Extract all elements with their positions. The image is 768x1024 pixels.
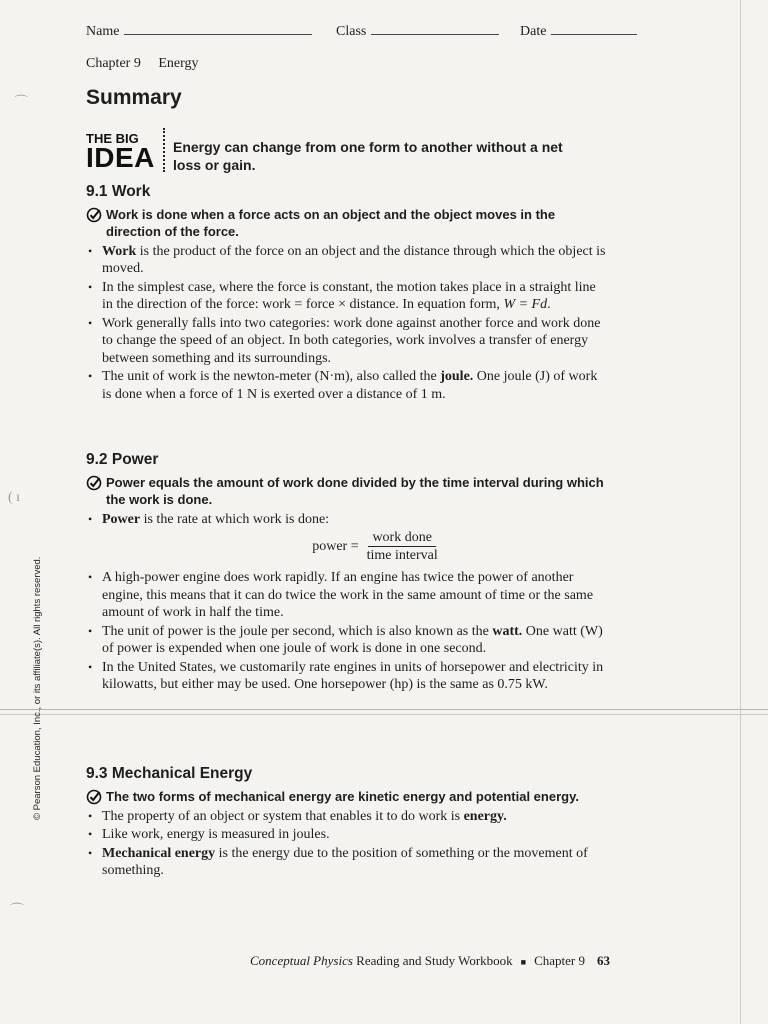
chapter-line [86,56,213,72]
list-item: • In the simplest case, where the force is constant, the motion takes place in a straight line in the direction of the force: work = force × distance. In equation form, W = Fd. [86,279,606,314]
big-idea-divider [163,128,167,172]
page-title: Summary [86,86,182,109]
class-field[interactable] [336,22,499,40]
list-item: • A high-power engine does work rapidly. If an engine has twice the power of another engine, this means that it can do twice the work in the same amount of time or the same amount of work in half the time. [86,569,606,622]
formula-lhs: power = [312,538,359,554]
margin-smudge: ⌒ [14,96,28,111]
list-item: • The unit of power is the joule per second, which is also known as the watt. One watt (W) of power is expended when one joule of work is done in one second. [86,623,606,658]
name-field[interactable] [86,22,312,40]
section-heading: 9.2 Power [86,451,159,468]
scan-artifact-line [0,709,768,710]
key-concept-text: The two forms of mechanical energy are kinetic energy and potential energy. [106,788,579,804]
list-item: • Mechanical energy is the energy due to the position of something or the movement of something. [86,845,606,880]
margin-smudge: ⌒ [10,904,24,919]
power-formula [86,530,606,563]
big-idea-box [86,128,606,176]
footer-chapter: Chapter 9 [534,953,586,968]
margin-smudge: ( ı [8,490,21,505]
section-heading: 9.1 Work [86,183,151,200]
big-idea-logo-bottom: IDEA [86,142,155,173]
worksheet-header [86,22,646,44]
page-number: 63 [597,953,611,968]
key-concept-text: Power equals the amount of work done divided by the time interval during which the work is done. [106,474,604,507]
key-concept-check-icon [86,789,102,805]
section-mechanical-energy [86,765,606,881]
class-blank[interactable] [371,22,499,35]
bullet-list [86,808,606,880]
formula-fraction [363,530,442,563]
footer-separator: ■ [520,957,527,967]
big-idea-text: Energy can change from one form to another without a net loss or gain. [173,139,563,173]
key-concept-check-icon [86,207,102,223]
scan-fold-line [740,0,741,1024]
section-heading: 9.3 Mechanical Energy [86,765,253,782]
key-concept-check-icon [86,475,102,491]
class-label: Class [336,24,367,39]
big-idea-logo [86,128,162,174]
bullet-list [86,569,606,694]
page-footer [250,953,610,969]
bullet-list [86,243,606,404]
list-item: • In the United States, we customarily rate engines in units of horsepower and electricity in kilowatts, but either may be used. One horsepower (hp) is the same as 0.75 kW. [86,659,606,694]
chapter-number: Chapter 9 [86,56,141,71]
date-field[interactable] [520,22,637,40]
footer-book-subtitle: Reading and Study Workbook [352,953,513,968]
bullet-list [86,511,606,529]
key-concept [86,788,606,805]
big-idea-logo-top: THE BIG [86,131,139,146]
name-blank[interactable] [124,22,312,35]
key-concept-text: Work is done when a force acts on an object and the object moves in the direction of the force. [106,206,556,239]
list-item: • Work generally falls into two categories: work done against another force and work done to change the speed of an object. In both categories, work involves a transfer of energy between something and its surroundings. [86,315,606,368]
copyright-notice: © Pearson Education, Inc., or its affiliate(s). All rights reserved. [32,556,43,820]
list-item: • Like work, energy is measured in joules. [86,826,606,844]
list-item: • Work is the product of the force on an object and the distance through which the object is moved. [86,243,606,278]
date-blank[interactable] [551,22,637,35]
formula-numerator: work done [368,530,436,547]
date-label: Date [520,24,547,39]
section-power [86,451,606,695]
list-item: • The unit of work is the newton-meter (N·m), also called the joule. One joule (J) of work is done when a force of 1 N is exerted over a distance of 1 m. [86,368,606,403]
key-concept [86,206,606,240]
scan-artifact-line [0,714,768,715]
formula-denominator: time interval [366,548,438,563]
footer-book-title: Conceptual Physics [250,953,353,968]
key-concept [86,474,606,508]
section-work [86,183,606,404]
list-item: • Power is the rate at which work is done: [86,511,606,529]
name-label: Name [86,24,120,39]
list-item: • The property of an object or system that enables it to do work is energy. [86,808,606,826]
chapter-topic: Energy [158,56,199,71]
